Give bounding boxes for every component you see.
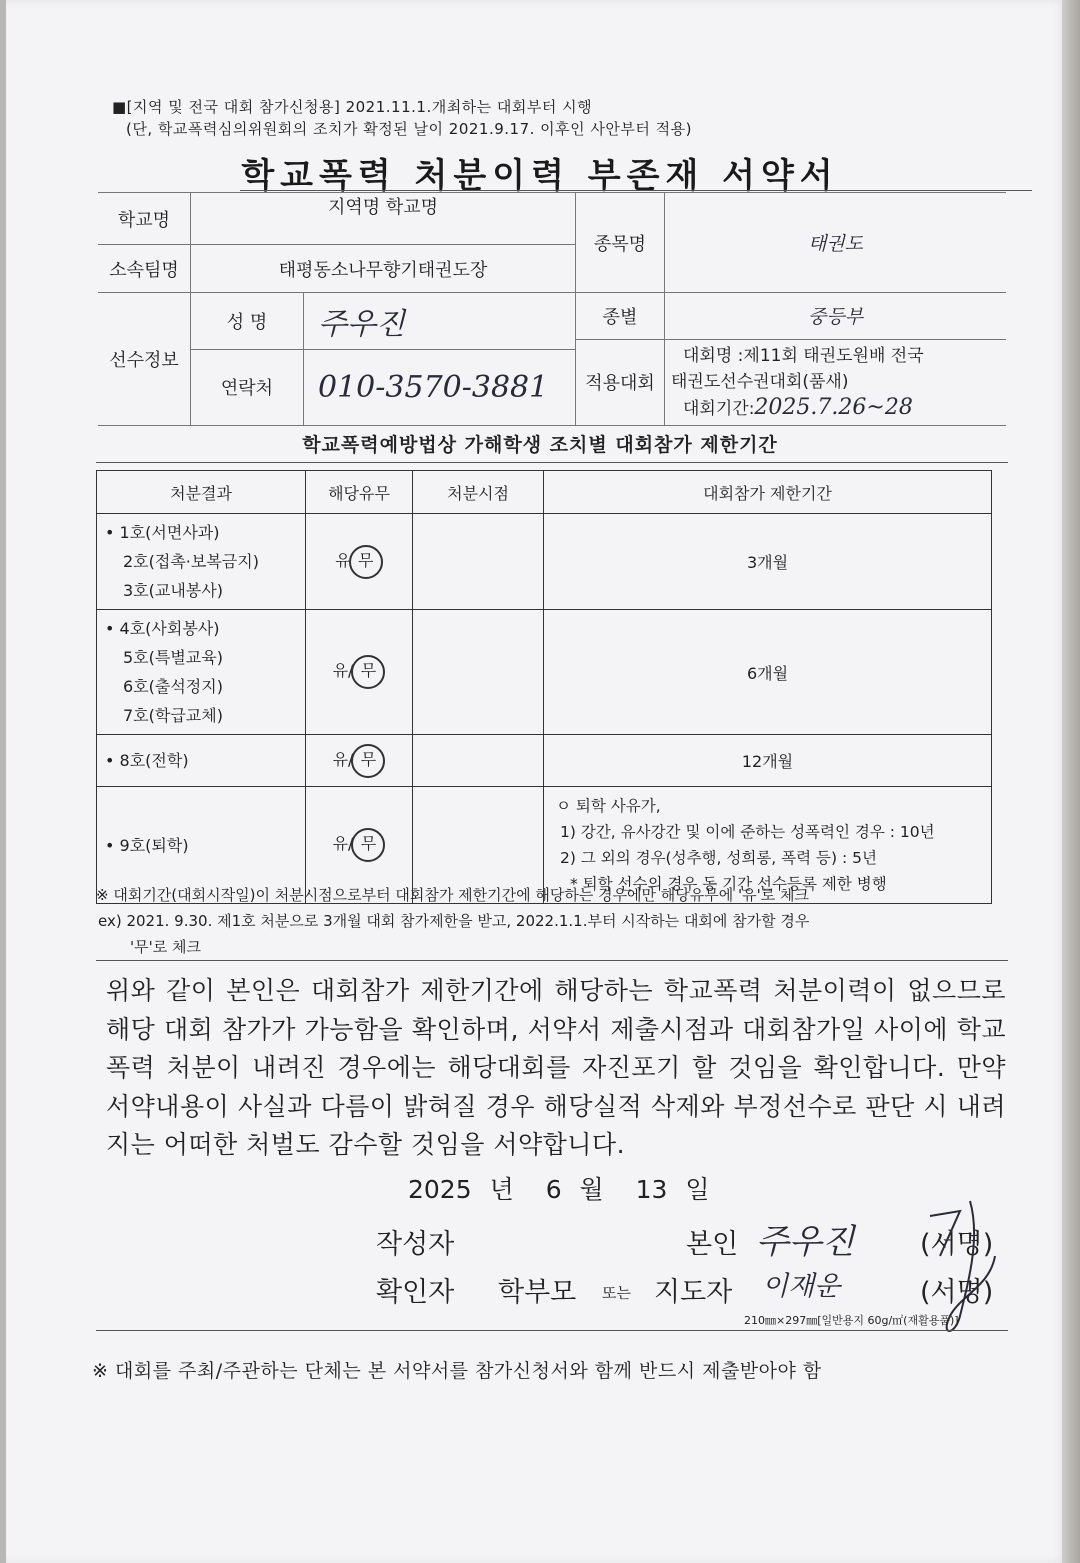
level-item: 5호(특별교육)	[123, 648, 223, 667]
date-cell	[413, 514, 544, 610]
coach-sign-label: (서명)	[920, 1277, 994, 1308]
event-name-line-2: 태권도선수권대회(품새)	[671, 371, 849, 392]
coach-handwritten-name: 이재운	[762, 1271, 841, 1302]
date-cell	[413, 610, 544, 735]
yes-option: 유	[335, 550, 351, 570]
level-item: 7호(학급교체)	[123, 706, 223, 725]
expulsion-line: ㅇ 퇴학 사유가,	[556, 797, 661, 815]
page-edge	[1062, 0, 1080, 1563]
col-header-result: 처분결과	[97, 471, 306, 514]
note-2: ex) 2021. 9.30. 제1호 처분으로 3개월 대회 참가제한을 받고, 2022.1.1.부터 시작하는 대회에 참가할 경우	[98, 912, 810, 930]
event-name-line-1: 대회명 :제11회 태권도원배 전국	[683, 345, 924, 366]
note-1: ※ 대회기간(대회시작일)이 처분시점으로부터 대회참가 제한기간에 해당하는 경우에만 해당유무에 '유'로 체크	[96, 886, 809, 904]
no-option-circled: 무	[351, 828, 385, 862]
self-label: 본인	[686, 1229, 739, 1260]
self-handwritten-name: 주우진	[756, 1222, 855, 1262]
level-item: 3호(교내봉사)	[123, 581, 223, 600]
sport-label: 종목명	[576, 193, 665, 293]
contact-value: 010-3570-3881	[304, 349, 576, 425]
coach-label: 지도자	[654, 1277, 733, 1308]
level-item: 2호(접촉·보복금지)	[123, 552, 259, 571]
col-header-date: 처분시점	[413, 471, 544, 514]
event-label: 적용대회	[576, 339, 664, 425]
expulsion-line: 1) 강간, 유사강간 및 이에 준하는 성폭력인 경우 : 10년	[560, 823, 935, 841]
contact-label: 연락처	[191, 349, 304, 425]
yes-option: 유/	[332, 749, 354, 769]
school-label: 학교명	[98, 193, 191, 245]
table-row	[97, 514, 992, 610]
level-item: • 8호(전학)	[105, 751, 189, 770]
team-label: 소속팀명	[98, 245, 191, 293]
self-sign-label: (서명)	[920, 1229, 994, 1260]
period-cell: 12개월	[544, 735, 992, 787]
date-cell	[413, 735, 544, 787]
period-cell: 6개월	[544, 610, 992, 735]
col-header-applicable: 해당유무	[306, 471, 413, 514]
level-item: • 9호(퇴학)	[105, 835, 189, 855]
restriction-subtitle: 학교폭력예방법상 가해학생 조치별 대회참가 제한기간	[302, 434, 778, 456]
athlete-info-table	[98, 192, 1006, 426]
parent-label: 학부모	[498, 1277, 577, 1308]
header-line-1: ■[지역 및 전국 대회 참가신청용] 2021.11.1.개최하는 대회부터 시행	[112, 98, 593, 116]
expulsion-line: * 퇴학 선수의 경우 동 기간 선수등록 제한 병행	[570, 875, 887, 893]
yes-option: 유/	[332, 834, 354, 853]
paper-spec: 210㎜×297㎜[일반용지 60g/㎡(재활용품)]	[744, 1314, 959, 1327]
yes-option: 유/	[332, 661, 354, 680]
date-month: 6	[545, 1175, 562, 1204]
level-item: • 1호(서면사과)	[105, 523, 220, 542]
level-item: 6호(출석정지)	[123, 677, 223, 696]
expulsion-line: 2) 그 외의 경우(성추행, 성희롱, 폭력 등) : 5년	[560, 849, 877, 867]
event-period-label: 대회기간:	[683, 398, 755, 419]
period-cell: 3개월	[544, 514, 992, 610]
no-option-circled: 무	[349, 545, 383, 579]
date-year: 2025	[408, 1175, 472, 1204]
name-label: 성 명	[191, 293, 304, 349]
date-month-unit: 월	[579, 1175, 604, 1204]
title-rule	[240, 190, 1032, 191]
sport-value: 태권도	[665, 193, 1007, 293]
division-value: 중등부	[807, 306, 864, 329]
level-item: • 4호(사회봉사)	[105, 619, 220, 638]
date-day: 13	[635, 1175, 668, 1204]
name-value: 주우진	[318, 306, 405, 342]
date-year-unit: 년	[489, 1175, 514, 1204]
event-period-value: 2025.7.26~28	[754, 394, 913, 420]
header-line-2: (단, 학교폭력심의위원회의 조치가 확정된 날이 2021.9.17. 이후인 사안부터 적용)	[126, 120, 692, 138]
pledge-date	[408, 1170, 710, 1206]
division-label: 종별	[602, 306, 638, 328]
school-value: 지역명 학교명	[191, 193, 576, 245]
athlete-label: 선수정보	[98, 293, 191, 426]
disciplinary-table	[96, 470, 992, 904]
table-row	[97, 735, 992, 787]
bottom-rule	[96, 1330, 1008, 1331]
date-day-unit: 일	[685, 1175, 710, 1204]
no-option-circled: 무	[351, 744, 385, 778]
footer-note: ※ 대회를 주최/주관하는 단체는 본 서약서를 참가신청서와 함께 반드시 제출받아야 함	[92, 1360, 822, 1382]
note-3: '무'로 체크	[130, 938, 201, 956]
notes-rule	[96, 960, 1008, 961]
table-row	[97, 610, 992, 735]
no-option-circled: 무	[351, 655, 385, 689]
document-title: 학교폭력 처분이력 부존재 서약서	[241, 156, 839, 196]
subtitle-rule	[96, 462, 1008, 463]
pledge-text: 위와 같이 본인은 대회참가 제한기간에 해당하는 학교폭력 처분이력이 없으므로 해당 대회 참가가 가능함을 확인하며, 서약서 제출시점과 대회참가일 사이에 학교폭력 처분이 내려진 경우에는 해당대회를 자진포기 할 것임을 확인합니다. 만약 서약내용이 사실과 다름이 밝혀질 경우 해당실적 삭제와 부정선수로 판단 시 내려지는 어떠한 처벌도 감수할 것임을 서약합니다.	[106, 976, 1006, 1159]
writer-label: 작성자	[376, 1229, 455, 1260]
confirmer-label: 확인자	[376, 1277, 455, 1308]
or-label: 또는	[602, 1284, 631, 1302]
col-header-period: 대회참가 제한기간	[544, 471, 992, 514]
team-value: 태평동소나무향기태권도장	[191, 245, 576, 293]
